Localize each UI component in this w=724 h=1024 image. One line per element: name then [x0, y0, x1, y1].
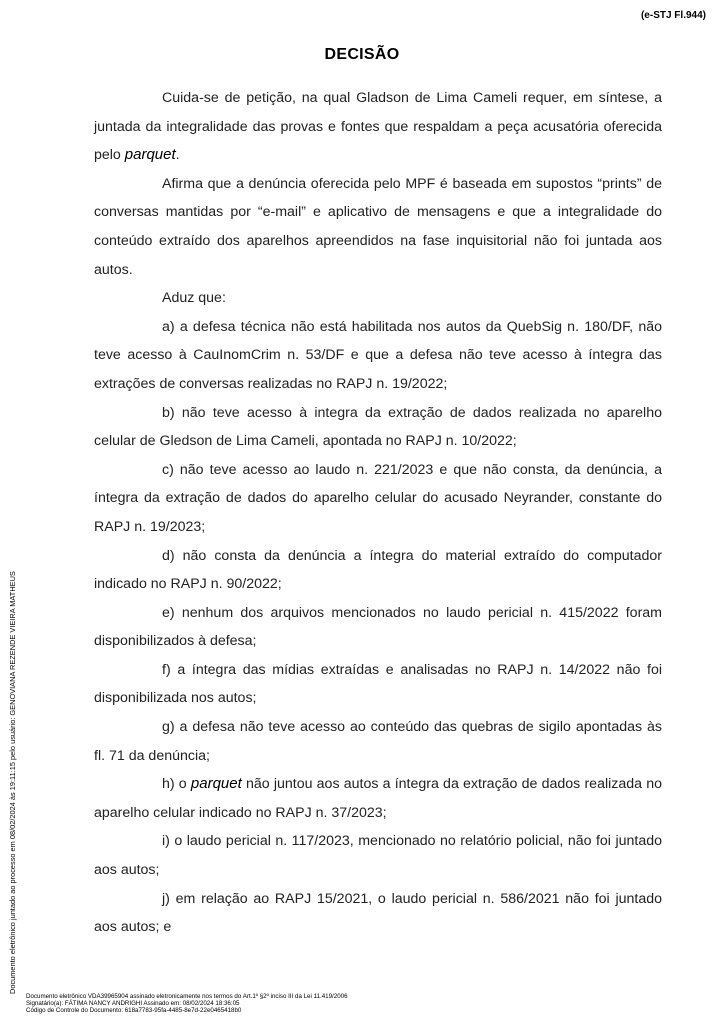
list-item-f: [94, 656, 662, 713]
paragraph-text: j) em relação ao RAPJ 15/2021, o laudo pericial n. 586/2021 não foi juntado aos autos; e: [94, 890, 662, 936]
list-item-d: [94, 542, 662, 599]
page-title: DECISÃO: [324, 46, 400, 63]
list-item-h: [94, 770, 662, 827]
paragraph-text: a) a defesa técnica não está habilitada nos autos da QuebSig n. 180/DF, não teve acesso à CauInomCrim n. 53/DF e que a defesa não teve acesso à íntegra das extrações de conversas realizadas no RAPJ n. 19/2022;: [94, 318, 662, 392]
paragraph-text: não juntou aos autos a íntegra da extração de dados realizada no aparelho celular indicado no RAPJ n. 37/2023;: [94, 776, 662, 821]
page-stamp: (e-STJ Fl.944): [640, 10, 706, 21]
italic-term: parquet: [124, 146, 176, 164]
footer-line: Signatário(a): FÁTIMA NANCY ANDRIGHI Assinado em: 08/02/2024 18:36:05: [26, 1000, 240, 1007]
list-item-i: [94, 827, 662, 884]
paragraph-text: .: [175, 147, 180, 164]
paragraph-text: h) o: [162, 776, 191, 793]
document-body: [94, 84, 662, 942]
signature-footer: [26, 993, 348, 1014]
paragraph-text: c) não teve acesso ao laudo n. 221/2023 e que não consta, da denúncia, a íntegra da extração de dados do aparelho celular do acusado Neyrander, constante do RAPJ n. 19/2023;: [94, 461, 662, 535]
paragraph-aduz: [94, 284, 662, 313]
paragraph-text: g) a defesa não teve acesso ao conteúdo das quebras de sigilo apontadas às fl. 71 da denúncia;: [94, 719, 662, 764]
side-filing-note: Documento eletrônico juntado ao processo em 08/02/2024 às 19:11:15 pelo usuário: GENOVIANA REZENDE VIEIRA MATHEUS: [8, 571, 17, 994]
italic-term: parquet: [190, 775, 242, 793]
list-item-j: [94, 885, 662, 942]
paragraph-intro: [94, 84, 662, 170]
paragraph-claim: [94, 170, 662, 284]
footer-line: Documento eletrônico VDA39965904 assinado eletronicamente nos termos do Art.1º §2º inciso III da Lei 11.419/2006: [26, 993, 348, 1000]
list-item-a: [94, 313, 662, 399]
paragraph-text: Cuida-se de petição, na qual Gladson de Lima Cameli requer, em síntese, a juntada da integralidade das provas e fontes que respaldam a peça acusatória oferecida pelo: [94, 90, 662, 164]
list-item-g: [94, 713, 662, 770]
paragraph-text: i) o laudo pericial n. 117/2023, mencionado no relatório policial, não foi juntado aos autos;: [94, 833, 662, 879]
paragraph-text: b) não teve acesso à integra da extração de dados realizada no aparelho celular de Gledson de Lima Cameli, apontada no RAPJ n. 10/2022;: [94, 404, 662, 450]
paragraph-text: e) nenhum dos arquivos mencionados no laudo pericial n. 415/2022 foram disponibilizados à defesa;: [94, 604, 662, 650]
paragraph-text: Aduz que:: [162, 290, 226, 307]
paragraph-text: f) a íntegra das mídias extraídas e analisadas no RAPJ n. 14/2022 não foi disponibilizada nos autos;: [94, 661, 662, 707]
footer-line: Código de Controle do Documento: 618a7783-95fa-4485-8e7d-22e0465418b0: [26, 1007, 242, 1014]
list-item-e: [94, 599, 662, 656]
list-item-b: [94, 399, 662, 456]
paragraph-text: Afirma que a denúncia oferecida pelo MPF é baseada em supostos “prints” de conversas mantidas por “e-mail” e aplicativo de mensagens e que a integralidade do conteúdo extraído dos aparelhos apreendidos na fase inquisitorial não foi juntada aos autos.: [94, 175, 662, 278]
paragraph-text: d) não consta da denúncia a íntegra do material extraído do computador indicado no RAPJ n. 90/2022;: [94, 547, 662, 593]
list-item-c: [94, 456, 662, 542]
